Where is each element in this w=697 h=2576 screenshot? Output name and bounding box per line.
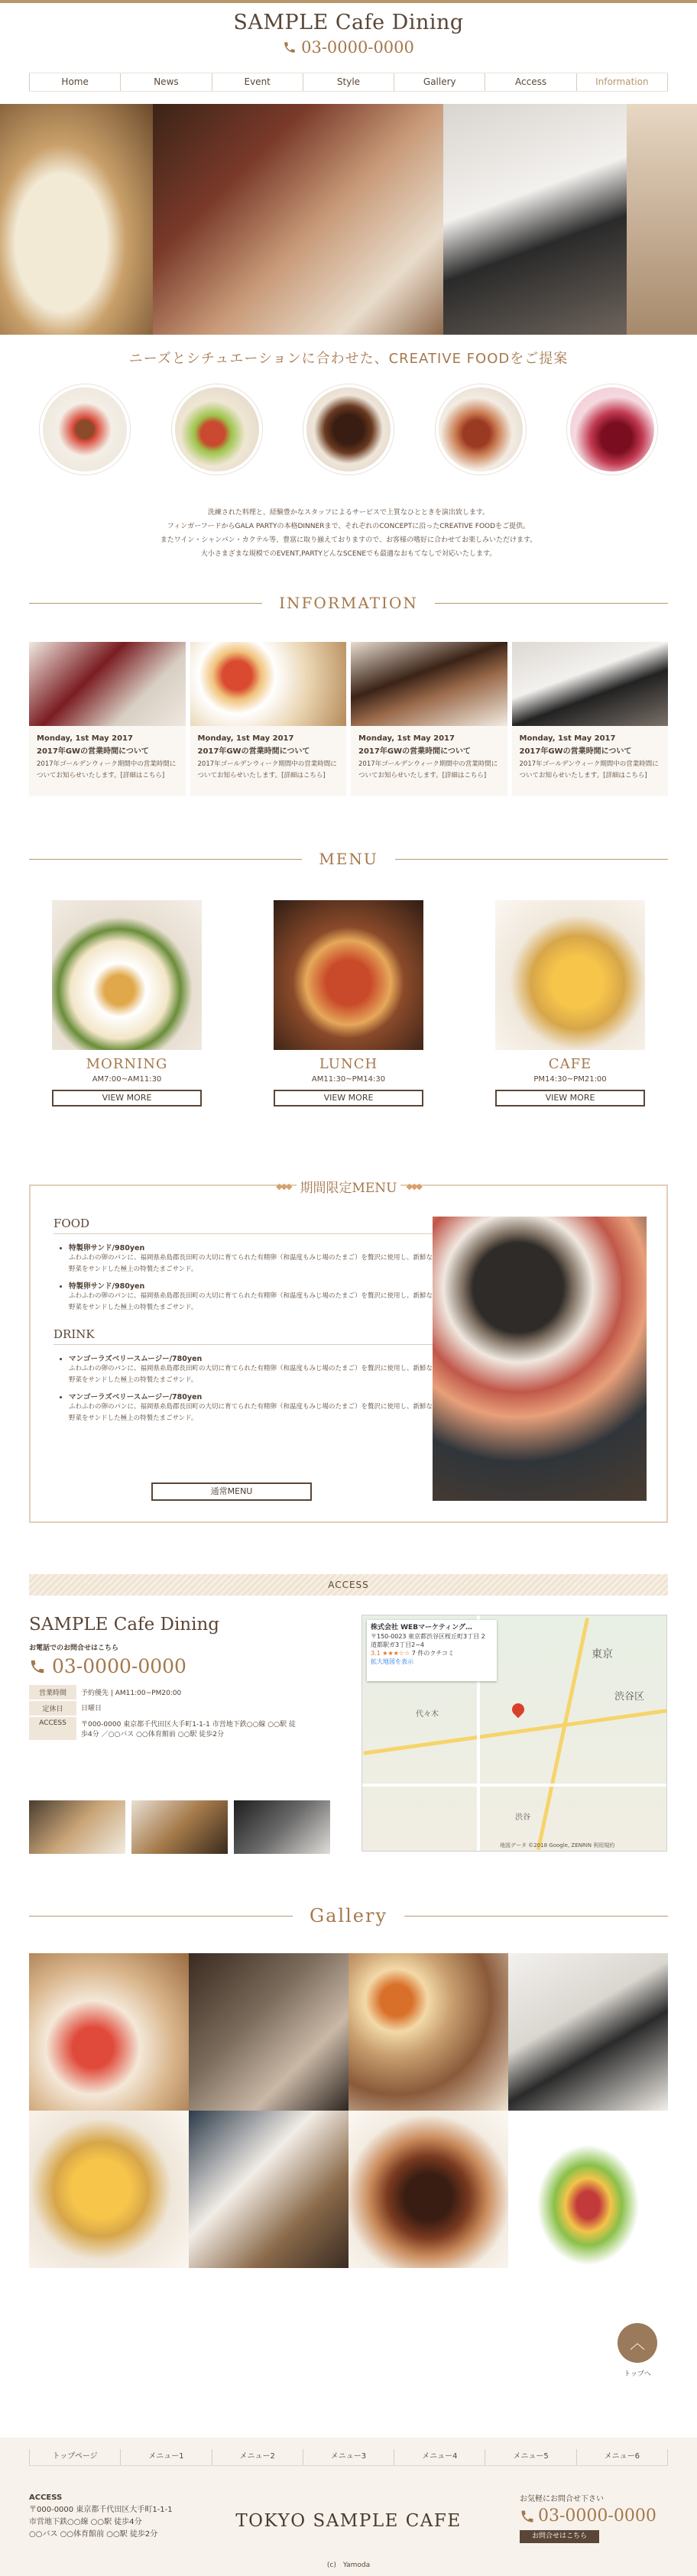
limited-menu-list (53, 1217, 436, 1429)
access-thumb-photo (131, 1800, 228, 1854)
info-date: Monday, 1st May 2017 (37, 734, 133, 743)
drink-heading: DRINK (53, 1327, 436, 1345)
circle-photo-2 (172, 384, 262, 475)
info-photo (351, 642, 507, 726)
food-item-desc: ふわふわの卵のパンに、福岡県糸島郡長田町の大切に育てられた有精卵（和温度もみじ場のたまご）を贅沢に使用し、新鮮な野菜をサンドした極上の特製たまごサンド。 (69, 1254, 433, 1273)
menu-time: AM7:00~AM11:30 (92, 1075, 162, 1084)
info-text: 2017年ゴールデンウィーク期間中の営業時間についてお知らせいたします。[詳細はこちら] (37, 760, 177, 779)
nav-home[interactable]: Home (29, 73, 121, 91)
concept-text (107, 506, 590, 561)
footer-logo[interactable]: TOKYO SAMPLE CAFE (235, 2511, 462, 2531)
menu-item-morning (52, 900, 202, 1107)
access-tel[interactable] (29, 1655, 350, 1677)
info-photo (190, 642, 347, 726)
info-title: 2017年GWの営業時間について (358, 747, 471, 756)
nav-style[interactable]: Style (303, 73, 394, 91)
nav-event[interactable]: Event (212, 73, 303, 91)
divider (29, 603, 262, 604)
access-shop-name: SAMPLE Cafe Dining (29, 1615, 220, 1635)
gallery-photo[interactable] (348, 2111, 508, 2268)
header-tel[interactable] (0, 38, 697, 57)
divider (435, 603, 668, 604)
section-title: MENU (319, 850, 378, 868)
food-item-desc: ふわふわの卵のパンに、福岡県糸島郡長田町の大切に育てられた有精卵（和温度もみじ場のたまご）を贅沢に使用し、新鮮な野菜をサンドした極上の特製たまごサンド。 (69, 1292, 433, 1311)
nav-access[interactable]: Access (485, 73, 576, 91)
menu-name: MORNING (86, 1056, 168, 1072)
info-card[interactable] (351, 642, 507, 796)
info-title: 2017年GWの営業時間について (519, 747, 632, 756)
info-card[interactable] (512, 642, 669, 796)
star-rating-icon: ★★★☆☆ (382, 1650, 410, 1657)
access-tel-label: お電話でのお問合せはこちら (29, 1644, 119, 1652)
access-thumb-photo (29, 1800, 125, 1854)
info-title: 2017年GWの営業時間について (37, 747, 149, 756)
section-title: INFORMATION (279, 594, 418, 612)
access-info (29, 1615, 350, 1742)
footer-tel[interactable] (520, 2506, 673, 2526)
phone-icon (283, 41, 297, 54)
footer-address: 〒000-0000 東京都千代田区大手町1-1-1 (29, 2506, 173, 2514)
map-label: 渋谷 (515, 1813, 530, 1822)
footer-access-heading: ACCESS (29, 2493, 63, 2502)
footer-nav-item[interactable]: メニュー4 (394, 2449, 485, 2465)
back-to-top-label: トップへ (624, 2370, 651, 2378)
menu-photo (274, 900, 423, 1050)
menu-photo (52, 900, 202, 1050)
menu-name: LUNCH (319, 1056, 378, 1072)
concept-line: 洗練された料理と、経験豊かなスタッフによるサービスで上質なひとときを演出致します。 (207, 509, 490, 517)
menu-list (52, 900, 645, 1107)
limited-menu-box (29, 1181, 668, 1523)
top-accent-line (0, 0, 697, 3)
row-value: 〒000-0000 東京都千代田区大手町1-1-1 市営地下鉄○○線 ○○駅 徒歩4分 ／○○バス ○○体育館前 ○○駅 徒歩2分 (81, 1721, 296, 1738)
map-reviews[interactable]: 7 件のクチコミ (411, 1650, 454, 1657)
gallery-photo[interactable] (189, 1953, 348, 2111)
access-thumb-photo (234, 1800, 330, 1854)
map-info-card (367, 1620, 497, 1681)
info-date: Monday, 1st May 2017 (197, 734, 294, 743)
info-photo (512, 642, 669, 726)
menu-photo (495, 900, 645, 1050)
menu-time: AM11:30~PM14:30 (311, 1075, 386, 1084)
limited-title: 期間限定MENU (297, 1177, 400, 1196)
divider (404, 1916, 668, 1917)
circle-photo-1 (40, 384, 130, 475)
gallery-photo[interactable] (29, 2111, 189, 2268)
table-row (29, 1685, 306, 1700)
info-photo (29, 642, 186, 726)
site-title[interactable]: SAMPLE Cafe Dining (233, 11, 464, 34)
map-label: 渋谷区 (614, 1691, 645, 1703)
concept-circle-photos (40, 384, 657, 476)
info-card[interactable] (29, 642, 186, 796)
concept-title: ニーズとシチュエーションに合わせた、CREATIVE FOODをご提案 (128, 351, 569, 367)
nav-news[interactable]: News (121, 73, 212, 91)
section-title: Gallery (309, 1905, 388, 1926)
footer-contact (520, 2492, 673, 2543)
menu-heading (29, 850, 668, 868)
menu-item-lunch (274, 900, 423, 1107)
info-date: Monday, 1st May 2017 (358, 734, 455, 743)
nav-gallery[interactable]: Gallery (394, 73, 485, 91)
circle-photo-4 (436, 384, 526, 475)
info-title: 2017年GWの営業時間について (197, 747, 310, 756)
row-value: 日曜日 (81, 1705, 102, 1712)
drink-item-name: • マンゴーラズベリースムージー/780yen (69, 1391, 436, 1401)
phone-icon (29, 1658, 46, 1675)
diamond-ornament-icon: ◆◆◆ (406, 1181, 421, 1191)
chevron-up-icon: ︿ (630, 2334, 645, 2352)
nav-information[interactable]: Information (577, 73, 668, 91)
gallery-photo[interactable] (29, 1953, 189, 2111)
hero-image-strip (0, 104, 697, 335)
footer-address: ○○バス ○○体育館前 ○○駅 徒歩2分 (29, 2530, 158, 2539)
map-label: 東京 (592, 1648, 613, 1661)
hero-photo-food (0, 104, 153, 335)
footer-nav-item[interactable]: メニュー2 (212, 2449, 303, 2465)
circle-photo-3 (303, 384, 394, 475)
info-card[interactable] (190, 642, 347, 796)
access-table (29, 1685, 306, 1742)
view-more-button[interactable]: VIEW MORE (274, 1090, 423, 1107)
gallery-heading (29, 1905, 668, 1926)
food-item-name: • 特製卵サンド/980yen (69, 1280, 436, 1291)
menu-name: CAFE (548, 1056, 592, 1072)
view-more-button[interactable]: VIEW MORE (52, 1090, 202, 1107)
gallery-photo[interactable] (508, 2111, 668, 2268)
menu-time: PM14:30~PM21:00 (533, 1075, 607, 1084)
divider (29, 1916, 293, 1917)
access-heading-bar: ACCESS (29, 1574, 668, 1596)
global-nav (29, 73, 668, 92)
header-tel-number: 03-0000-0000 (301, 38, 414, 57)
map-attribution: 地図データ ©2018 Google, ZENRIN 利用規約 (500, 1842, 615, 1849)
divider (395, 859, 668, 860)
gallery-photo[interactable] (508, 1953, 668, 2111)
access-tel-number: 03-0000-0000 (52, 1655, 186, 1677)
footer-nav (29, 2449, 668, 2466)
footer-nav-item[interactable]: メニュー1 (121, 2449, 212, 2465)
information-heading (29, 594, 668, 612)
row-key: 営業時間 (29, 1685, 76, 1700)
map-label: 代々木 (416, 1710, 439, 1719)
hero-photo-interior (627, 104, 697, 335)
food-item-name: • 特製卵サンド/980yen (69, 1242, 436, 1252)
map-address: 〒150-0023 東京都渋谷区桜丘町3丁目 2 道都駅ガ3丁目2−4 (371, 1633, 485, 1648)
regular-menu-button[interactable]: 通常MENU (151, 1482, 312, 1501)
concept-line: またワイン・シャンパン・カクテル等、豊富に取り揃えておりますので、お客様の嗜好に合わせてお楽しみいただけます。 (160, 536, 537, 544)
drink-item-name: • マンゴーラズベリースムージー/780yen (69, 1353, 436, 1363)
drink-item-desc: ふわふわの卵のパンに、福岡県糸島郡長田町の大切に育てられた有精卵（和温度もみじ場のたまご）を贅沢に使用し、新鮮な野菜をサンドした極上の特製たまごサンド。 (69, 1403, 433, 1422)
circle-photo-5 (567, 384, 657, 475)
row-key: 定休日 (29, 1700, 76, 1716)
gallery-photo[interactable] (189, 2111, 348, 2268)
map-larger-link[interactable]: 拡大地図を表示 (371, 1658, 413, 1665)
divider (29, 859, 302, 860)
table-row (29, 1716, 306, 1741)
hero-photo-staff (443, 104, 627, 335)
row-key: ACCESS (29, 1716, 76, 1741)
map-rating: 3.1 (371, 1650, 381, 1657)
footer-nav-item[interactable]: メニュー6 (577, 2449, 668, 2465)
info-text: 2017年ゴールデンウィーク期間中の営業時間についてお知らせいたします。[詳細はこちら] (197, 760, 337, 779)
info-text: 2017年ゴールデンウィーク期間中の営業時間についてお知らせいたします。[詳細はこちら] (519, 760, 659, 779)
info-text: 2017年ゴールデンウィーク期間中の営業時間についてお知らせいたします。[詳細はこちら] (358, 760, 498, 779)
diamond-ornament-icon: ◆◆◆ (276, 1181, 291, 1191)
map-company: 株式会社 WEBマーケティング… (371, 1624, 472, 1631)
menu-item-cafe (495, 900, 645, 1107)
phone-icon (520, 2509, 535, 2524)
contact-button[interactable]: お問合せはこちら (520, 2530, 599, 2543)
footer-nav-item[interactable]: メニュー5 (485, 2449, 576, 2465)
concept-line: 大小さまざまな規模でのEVENT,PARTYどんなSCENEでも最適なおもてなしで対応いたします。 (200, 550, 497, 558)
table-row (29, 1700, 306, 1716)
food-heading: FOOD (53, 1217, 436, 1234)
view-more-button[interactable]: VIEW MORE (495, 1090, 645, 1107)
footer-nav-item[interactable]: トップページ (29, 2449, 121, 2465)
footer-contact-label: お気軽にお問合せ下さい (520, 2495, 604, 2503)
limited-menu-photo (433, 1217, 647, 1501)
copyright: (c) Yamoda (326, 2561, 371, 2569)
info-date: Monday, 1st May 2017 (519, 734, 616, 743)
gallery-grid (29, 1953, 668, 2268)
footer (0, 2438, 697, 2576)
footer-nav-item[interactable]: メニュー3 (303, 2449, 394, 2465)
row-value: 予約優先 | AM11:00~PM20:00 (81, 1690, 182, 1697)
gallery-photo[interactable] (348, 1953, 508, 2111)
information-list (29, 642, 668, 796)
back-to-top-button[interactable] (618, 2323, 657, 2363)
hero-photo-wine-toast (153, 104, 443, 335)
map-pin-icon[interactable] (510, 1701, 527, 1719)
footer-tel-number: 03-0000-0000 (538, 2506, 656, 2526)
drink-item-desc: ふわふわの卵のパンに、福岡県糸島郡長田町の大切に育てられた有精卵（和温度もみじ場のたまご）を贅沢に使用し、新鮮な野菜をサンドした極上の特製たまごサンド。 (69, 1365, 433, 1384)
limited-menu-heading (31, 1177, 666, 1196)
google-map[interactable] (361, 1615, 667, 1852)
access-thumbnails (29, 1800, 344, 1854)
footer-address: 市営地下鉄○○線 ○○駅 徒歩4分 (29, 2518, 142, 2526)
map-road (537, 1618, 589, 1850)
map-road (362, 1784, 667, 1787)
concept-line: フィンガーフードからGALA PARTYの本格DINNERまで、それぞれのCONCEPTに沿ったCREATIVE FOODをご提供。 (167, 523, 530, 530)
